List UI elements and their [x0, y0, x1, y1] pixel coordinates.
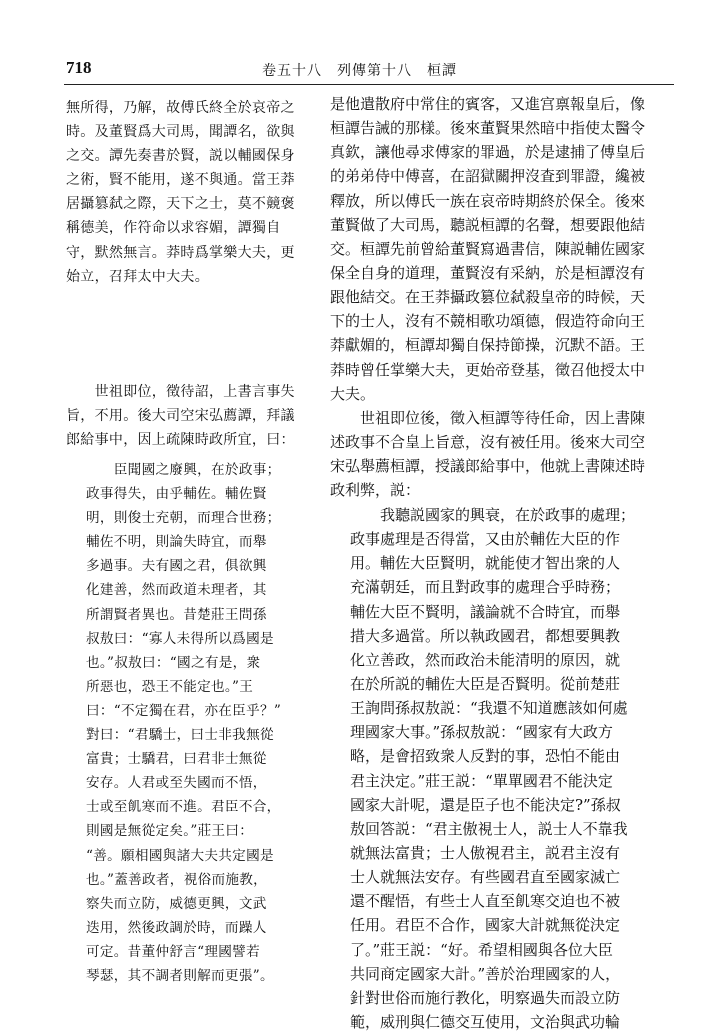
text-line: 之交。譚先奏書於賢，説以輔國保身	[66, 148, 295, 165]
text-line: 莽時曾任掌樂大夫，更始帝登基，徵召他授太中	[330, 360, 646, 379]
text-line: 國家大計呢，還是臣子也不能決定?”孫叔	[350, 795, 621, 814]
text-line: 的弟弟侍中傅喜，在詔獄關押沒査到罪證，纔被	[330, 167, 646, 186]
text-line: 還不醒悟，有些士人直至飢寒交迫也不被	[350, 892, 621, 911]
text-line: 所謂賢者異也。昔楚莊王問孫	[86, 606, 267, 623]
text-line: 宋弘舉薦桓譚，授議郎給事中，他就上書陳述時	[330, 457, 646, 476]
text-line: 可定。昔董仲舒言“理國譬若	[86, 943, 260, 960]
text-line: 始立，召拜太中大夫。	[66, 268, 209, 285]
text-line: “善。願相國與諸大夫共定國是	[86, 847, 274, 864]
text-line: 多過事。夫有國之君，俱欲興	[86, 558, 267, 575]
text-line: 交。桓譚先前曾給董賢寫過書信，陳説輔佐國家	[330, 239, 646, 258]
text-line: 也。”叔敖曰：“國之有是，衆	[86, 654, 261, 671]
left-text-block-2	[66, 380, 312, 452]
right-memorial-quote	[350, 503, 640, 1034]
text-line: 察失而立防，威德更興，文武	[86, 895, 267, 912]
page-number: 718	[66, 58, 92, 77]
text-line: 富貴；士驕君，曰君非士無從	[86, 751, 267, 768]
text-line: 大夫。	[330, 384, 376, 403]
text-line: 士或至飢寒而不進。君臣不合，	[86, 799, 281, 816]
text-line: 之術，賢不能用，遂不與通。當王莽	[66, 172, 295, 189]
text-line: 稱德美，作符命以求容媚，譚獨自	[66, 220, 281, 237]
text-line: 充滿朝廷，而且對政事的處理合乎時務；	[350, 578, 621, 597]
text-line: 郎給事中，因上疏陳時政所宜，曰：	[66, 432, 295, 449]
text-line: 明，則俊士充朝，而理合世務；	[86, 510, 281, 527]
text-line: 世祖即位後，徵入桓譚等待任命，因上書陳	[330, 408, 646, 427]
header-rule	[64, 84, 674, 85]
text-line: 迭用，然後政調於時，而躁人	[86, 919, 267, 936]
text-line: 政事處理是否得當，又由於輔佐大臣的作	[350, 530, 621, 549]
text-line: 也。”蓋善政者，視俗而施教，	[86, 871, 268, 888]
text-line: 針對世俗而施行教化，明察過失而設立防	[350, 988, 621, 1007]
text-line: 守，默然無言。莽時爲掌樂大夫，更	[66, 244, 295, 261]
text-line: 任用。君臣不合作，國家大計就無從決定	[350, 916, 621, 935]
text-line: 保全自身的道理，董賢沒有采納，於是桓譚沒有	[330, 263, 646, 282]
text-line: 無所得，乃解，故傅氏終全於哀帝之	[66, 100, 295, 116]
text-line: 是他遣散府中常住的賓客，又進宫禀報皇后，像	[330, 95, 646, 113]
left-memorial-quote	[86, 458, 312, 988]
text-line: 釋放，所以傅氏一族在哀帝時期終於保全。後來	[330, 191, 646, 210]
text-line: 了。”莊王説：“好。希望相國與各位大臣	[350, 940, 613, 959]
text-line: 略，是會招致衆人反對的事，恐怕不能由	[350, 747, 621, 766]
text-line: 化建善，然而政道未理者，其	[86, 582, 267, 599]
text-line: 我聽説國家的興衰，在於政事的處理；	[350, 506, 636, 524]
text-line: 則國是無從定矣。”莊王曰：	[86, 823, 254, 840]
text-line: 曰：“不定獨在君，亦在臣乎？”	[86, 702, 282, 719]
text-line: 士人就無法安存。有些國君直至國家滅亡	[350, 868, 621, 887]
text-line: 理國家大事。”孫叔敖説：“國家有大政方	[350, 723, 613, 742]
text-line: 輔佐不明，則論失時宜，而舉	[86, 534, 267, 551]
text-line: 輔佐大臣不賢明，議論就不合時宜，而舉	[350, 602, 621, 621]
text-line: 政事得失，由乎輔佐。輔佐賢	[86, 486, 267, 503]
text-line: 用。輔佐大臣賢明，就能使才智出衆的人	[350, 554, 621, 573]
text-line: 措大多過當。所以執政國君，都想要興教	[350, 626, 621, 645]
text-line: 跟他結交。在王莽攝政篡位弑殺皇帝的時候，天	[330, 288, 646, 307]
running-head: 卷五十八 列傳第十八 桓譚	[262, 63, 457, 79]
text-line: 旨，不用。後大司空宋弘薦譚，拜議	[66, 408, 295, 425]
text-line: 共同商定國家大計。”善於治理國家的人，	[350, 964, 621, 983]
text-line: 真欽，讓他尋求傅家的罪過，於是逮捕了傅皇后	[330, 143, 646, 162]
text-line: 述政事不合皇上旨意，沒有被任用。後來大司空	[330, 432, 646, 451]
text-line: 世祖即位，徵待詔，上書言事失	[66, 384, 295, 400]
text-line: 敖回答説：“君主傲視士人，説士人不靠我	[350, 819, 628, 838]
text-line: 對曰：“君驕士，曰士非我無從	[86, 727, 274, 744]
text-line: 下的士人，沒有不競相歌功頌德，假造符命向王	[330, 312, 646, 331]
text-line: 臣聞國之廢興，在於政事；	[86, 462, 281, 478]
text-line: 叔敖曰：“寡人未得所以爲國是	[86, 630, 274, 647]
text-line: 琴瑟，其不調者則解而更張”。	[86, 967, 274, 984]
text-line: 君主決定。”莊王説：“單單國君不能決定	[350, 771, 613, 790]
text-line: 桓譚告誡的那樣。後來董賢果然暗中指使太醫令	[330, 119, 646, 138]
text-line: 莽獻媚的，桓譚却獨自保持節操，沉默不語。王	[330, 336, 646, 355]
text-line: 政利弊，説：	[330, 481, 421, 500]
text-line: 所惡也，恐王不能定也。”王	[86, 678, 254, 695]
text-line: 安存。人君或至失國而不悟，	[86, 775, 267, 792]
text-line: 董賢做了大司馬，聽説桓譚的名聲，想要跟他結	[330, 215, 646, 234]
left-text-block-1	[66, 96, 312, 289]
text-line: 範，威刑與仁德交互使用，文治與武功輪	[350, 1012, 621, 1031]
text-line: 居攝篡弑之際，天下之士，莫不竸褒	[66, 196, 295, 213]
text-line: 就無法富貴；士人傲視君主，説君主沒有	[350, 843, 621, 862]
text-line: 化立善政，然而政治未能清明的原因，就	[350, 650, 621, 669]
text-line: 時。及董賢爲大司馬，聞譚名，欲與	[66, 124, 295, 141]
right-text-block-1	[330, 92, 646, 502]
text-line: 在於所説的輔佐大臣是否賢明。從前楚莊	[350, 674, 621, 693]
text-line: 王詢問孫叔敖説：“我還不知道應該如何處	[350, 699, 628, 718]
